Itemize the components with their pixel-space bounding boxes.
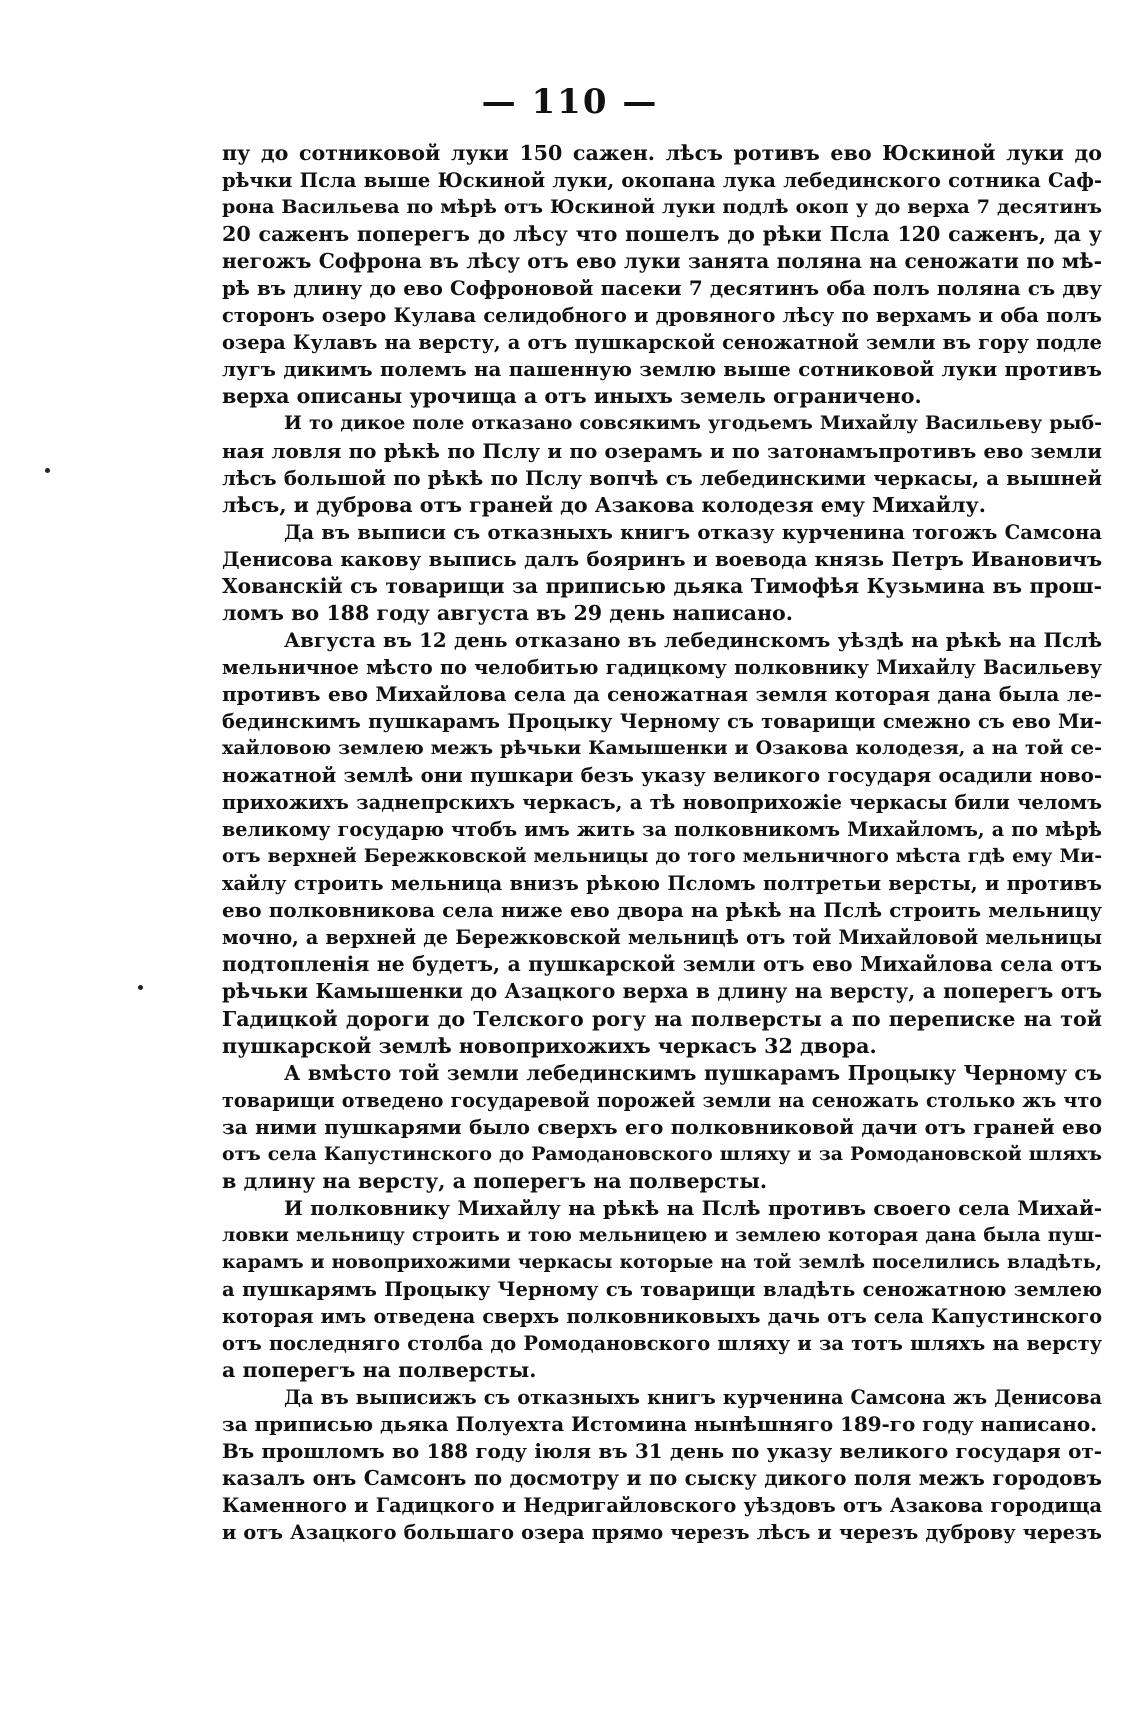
text-line: Въ прошломъ во 188 году iюля въ 31 день по указу великого государя от- [222, 1439, 1102, 1464]
text-line: за ними пушкарями было сверхъ его полковниковой дачи отъ граней ево [222, 1114, 1102, 1139]
text-line: карамъ и новоприхожими черкасы которые на той землѣ поселились владѣть, [222, 1250, 1102, 1273]
text-line: а пушкарямъ Процыку Черному съ товарищи владѣть сеножатною землею [222, 1277, 1102, 1301]
text-line: лугъ дикимъ полемъ на пашенную землю выше сотниковой луки противъ [222, 357, 1102, 382]
paragraph-5 [222, 1060, 1102, 1195]
paragraph-3 [222, 519, 1102, 627]
paragraph-8 [222, 1438, 1102, 1546]
text-line: и отъ Азацкого большаго озера прямо черезъ лѣсъ и черезъ дуброву черезъ [222, 1521, 1102, 1545]
page-number: — 110 — [481, 82, 659, 122]
text-line: ножатной землѣ они пушкари безъ указу великого государя осадили ново- [222, 764, 1102, 788]
text-line: а поперегъ на полверсты. [222, 1358, 537, 1383]
paragraph-6 [222, 1195, 1102, 1384]
text-line: в длину на версту, а поперегъ на полверсты. [222, 1168, 768, 1193]
text-line: казалъ онъ Самсонъ по досмотру и по сыску дикого поля межъ городовъ [222, 1466, 1102, 1491]
margin-dot [138, 985, 143, 990]
text-line: И то дикое поле отказано совсякимъ угодьемъ Михайлу Васильеву рыб- [284, 412, 1102, 435]
text-line: пушкарской землѣ новоприхожихъ черкасъ 32 двора. [222, 1033, 877, 1058]
paragraph-4 [222, 627, 1102, 1060]
text-line: негожъ Софрона въ лѣсу отъ ево луки занята поляна на сеножати по мѣ- [222, 249, 1102, 274]
text-line: ловки мельницу строить и тою мельницею и землею которая дана была пуш- [222, 1223, 1102, 1246]
text-line: Каменного и Гадицкого и Недригайловского уѣздовъ отъ Азакова городища [222, 1494, 1102, 1518]
text-line: за приписью дьяка Полуехта Истомина нынѣшняго 189-го году написано. [222, 1412, 1098, 1437]
text-line: Гадицкой дороги до Телского рогу на полверсты а по переписке на той [222, 1006, 1102, 1031]
text-line: Денисова какову выпись далъ бояринъ и воевода князь Петръ Ивановичъ [222, 546, 1102, 571]
text-line: отъ последняго столба до Ромодановского шляху и за тотъ шляхъ на версту [222, 1332, 1102, 1356]
text-line: И полковнику Михайлу на рѣкѣ на Пслѣ противъ своего села Михай- [284, 1195, 1102, 1220]
text-line: отъ верхней Бережковской мельницы до того мельничного мѣста гдѣ ему Ми- [222, 845, 1102, 868]
margin-dot [45, 468, 50, 473]
text-line: великому государю чтобъ имъ жить за полковникомъ Михайломъ, а по мѣрѣ [222, 818, 1102, 842]
text-line: отъ села Капустинского до Рамодановского шляху и за Ромодановской шляхъ [222, 1142, 1102, 1165]
text-line: ная ловля по рѣкѣ по Пслу и по озерамъ и по затонамъпротивъ ево земли [222, 438, 1102, 463]
text-line: А вмѣсто той земли лебединскимъ пушкарамъ Процыку Черному съ [284, 1060, 1102, 1085]
text-line: противъ ево Михайлова села да сеножатная земля которая дана была ле- [222, 681, 1102, 706]
text-line: Хованскiй съ товарищи за приписью дьяка Тимофѣя Кузьмина въ прош- [222, 573, 1102, 598]
text-line: пу до сотниковой луки 150 сажен. лѣсъ ротивъ ево Юскиной луки до [222, 141, 1102, 165]
text-line: верха описаны урочища а отъ иныхъ земель ограничено. [222, 384, 922, 409]
text-line: Августа въ 12 день отказано въ лебединскомъ уѣздѣ на рѣкѣ на Пслѣ [284, 627, 1102, 652]
text-line: озера Кулавъ на версту, а отъ пушкарской сеножатной земли въ гору подле [222, 331, 1102, 355]
text-line: рѣчьки Камышенки до Азацкого верха в длину на версту, а поперегъ отъ [222, 979, 1102, 1004]
text-line: рона Васильева по мѣрѣ отъ Юскиной луки подлѣ окоп у до верха 7 десятинъ [222, 196, 1102, 219]
paragraph-7 [222, 1384, 1102, 1438]
body-text [222, 140, 1102, 1546]
text-line: Да въ выписи съ отказныхъ книгъ отказу курченина тогожъ Самсона [284, 520, 1102, 544]
paragraph-1 [222, 140, 1102, 410]
text-line: лѣсъ большой по рѣкѣ по Пслу вопчѣ съ лебединскими черкасы, а вышней [222, 466, 1102, 490]
text-line: хайлу строить мельница внизъ рѣкою Псломъ полтретьи версты, и противъ [222, 872, 1102, 896]
text-line: мочно, а верхней де Бережковской мельницѣ отъ той Михайловой мельницы [222, 926, 1102, 950]
text-line: Да въ выписижъ съ отказныхъ книгъ курченина Самсона жъ Денисова [284, 1386, 1102, 1410]
text-line: которая имъ отведена сверхъ полковниковыхъ дачь отъ села Капустинского [222, 1305, 1102, 1329]
text-line: лѣсъ, и дуброва отъ граней до Азакова колодезя ему Михайлу. [222, 492, 986, 517]
text-line: рѣ въ длину до ево Софроновой пасеки 7 десятинъ оба полъ поляна съ дву [222, 276, 1102, 301]
text-line: бединскимъ пушкарамъ Процыку Черному съ товарищи смежно съ ево Ми- [222, 709, 1102, 733]
text-line: сторонъ озеро Кулава селидобного и дровяного лѣсу по верхамъ и оба полъ [222, 304, 1102, 328]
text-line: мельничное мѣсто по челобитью гадицкому полковнику Михайлу Васильеву [222, 655, 1102, 679]
text-line: рѣчки Псла выше Юскиной луки, окопана лука лебединского сотника Саф- [222, 169, 1102, 193]
text-line: товарищи отведено государевой порожей земли на сеножать столько жъ что [222, 1088, 1102, 1112]
paragraph-2 [222, 410, 1102, 518]
text-line: хайловою землею межъ рѣчьки Камышенки и Озакова колодезя, а на той се- [222, 737, 1102, 760]
text-line: ево полковникова села ниже ево двора на рѣкѣ на Пслѣ строить мельницу [222, 898, 1102, 923]
text-line: 20 саженъ поперегъ до лѣсу что пошелъ до рѣки Псла 120 саженъ, да у [222, 222, 1102, 247]
text-line: подтопленiя не будетъ, а пушкарской земли отъ ево Михайлова села отъ [222, 952, 1102, 977]
text-line: прихожихъ заднепрскихъ черкасъ, а тѣ новоприхожiе черкасы били челомъ [222, 791, 1102, 815]
text-line: ломъ во 188 году августа въ 29 день написано. [222, 600, 793, 625]
